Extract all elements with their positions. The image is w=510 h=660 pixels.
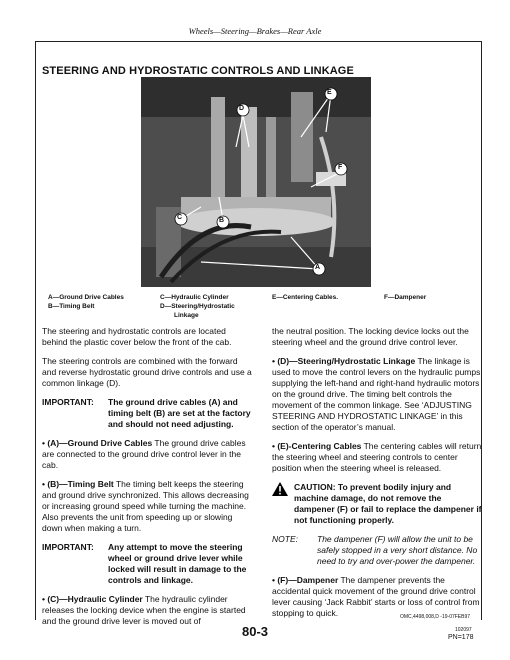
item-d: • (D)—Steering/Hydrostatic Linkage The linkage is used to move the control levers on the hydraulic pumps supplying the left-hand and right-hand hydraulic motors on the ground drive. The timing belt controls the movement of the common linkage. See ‘ADJUSTING STEERING AND HYDROSTATIC LINKAGE’ in this section of the operator’s manual. [272, 356, 481, 432]
left-column [42, 326, 252, 635]
footer-small-code: 102097 [455, 627, 472, 633]
legend-col-2 [160, 293, 235, 320]
photo-code: E49223 -UN-20JAN97 [495, 234, 501, 289]
callout-f: F [338, 164, 343, 171]
legend-d: D—Steering/Hydrostatic [160, 303, 235, 310]
important-note-2: IMPORTANT: Any attempt to move the steering wheel or ground drive lever while locked will result in damage to the controls and linkage. [42, 542, 247, 585]
item-a: • (A)—Ground Drive Cables The ground drive cables are connected to the ground drive control lever in the cab. [42, 438, 246, 470]
photo-illustration [141, 77, 371, 287]
callout-d: D [239, 105, 245, 112]
callout-e: E [327, 89, 332, 96]
footer-code: OMC,4498,008,D -19-07FEB97 [400, 614, 471, 620]
section-title: STEERING AND HYDROSTATIC CONTROLS AND LINKAGE [42, 65, 354, 77]
item-f: • (F)—Dampener The dampener prevents the accidental quick movement of the ground drive control lever causing ‘Jack Rabbit’ starts or loss of control from stopping to quick. [272, 575, 480, 618]
page-number: 80-3 [242, 624, 269, 639]
legend-a: A—Ground Drive Cables [48, 294, 124, 301]
legend-d-cont: Linkage [174, 312, 199, 319]
running-header: Wheels—Steering—Brakes—Rear Axle [188, 26, 322, 36]
legend-col-1 [48, 293, 124, 311]
important-note-1: IMPORTANT: The ground drive cables (A) and timing belt (B) are set at the factory and should not need adjusting. [42, 397, 251, 429]
machine-photo [141, 77, 501, 289]
pn-marker: PN=178 [448, 634, 474, 641]
legend-col-4 [384, 293, 426, 302]
right-column [272, 326, 482, 627]
note-block: NOTE: The dampener (F) will allow the unit to be safely stopped in a very short distance. No need to try and over-power the dampener. [272, 534, 478, 566]
item-c: • (C)—Hydraulic Cylinder The hydraulic cylinder releases the locking device when the engine is started and the ground drive lever is moved out of [42, 594, 246, 626]
legend-e: E—Centering Cables. [272, 294, 339, 301]
warning-triangle-icon [272, 482, 294, 526]
callout-a: A [315, 264, 321, 271]
intro-paragraph: The steering and hydrostatic controls are located behind the plastic cover below the front of the cab. [42, 326, 232, 347]
item-b: • (B)—Timing Belt The timing belt keeps the steering and ground drive synchronized. This allows decreasing or increasing ground speed while turning the machine. Also prevents the unit from speeding up or slowing down when making a turn. [42, 479, 249, 533]
caution-block: CAUTION: To prevent bodily injury and machine damage, do not remove the dampener (F) or fail to replace the dampener if not functioning properly. [272, 482, 482, 526]
callout-b: B [219, 217, 225, 224]
legend-b: B—Timing Belt [48, 303, 95, 310]
callout-c: C [177, 214, 183, 221]
neutral-paragraph: the neutral position. The locking device locks out the steering wheel and the ground drive control lever. [272, 326, 469, 347]
item-e: • (E)-Centering Cables The centering cables will return the steering wheel and steering controls to center position when the steering wheel is released. [272, 441, 482, 473]
steering-paragraph: The steering controls are combined with the forward and reverse hydrostatic ground drive controls and use a common linkage (D). [42, 356, 252, 388]
legend-f: F—Dampener [384, 294, 427, 301]
legend-c: C—Hydraulic Cylinder [160, 294, 229, 301]
legend-col-3 [272, 293, 338, 302]
